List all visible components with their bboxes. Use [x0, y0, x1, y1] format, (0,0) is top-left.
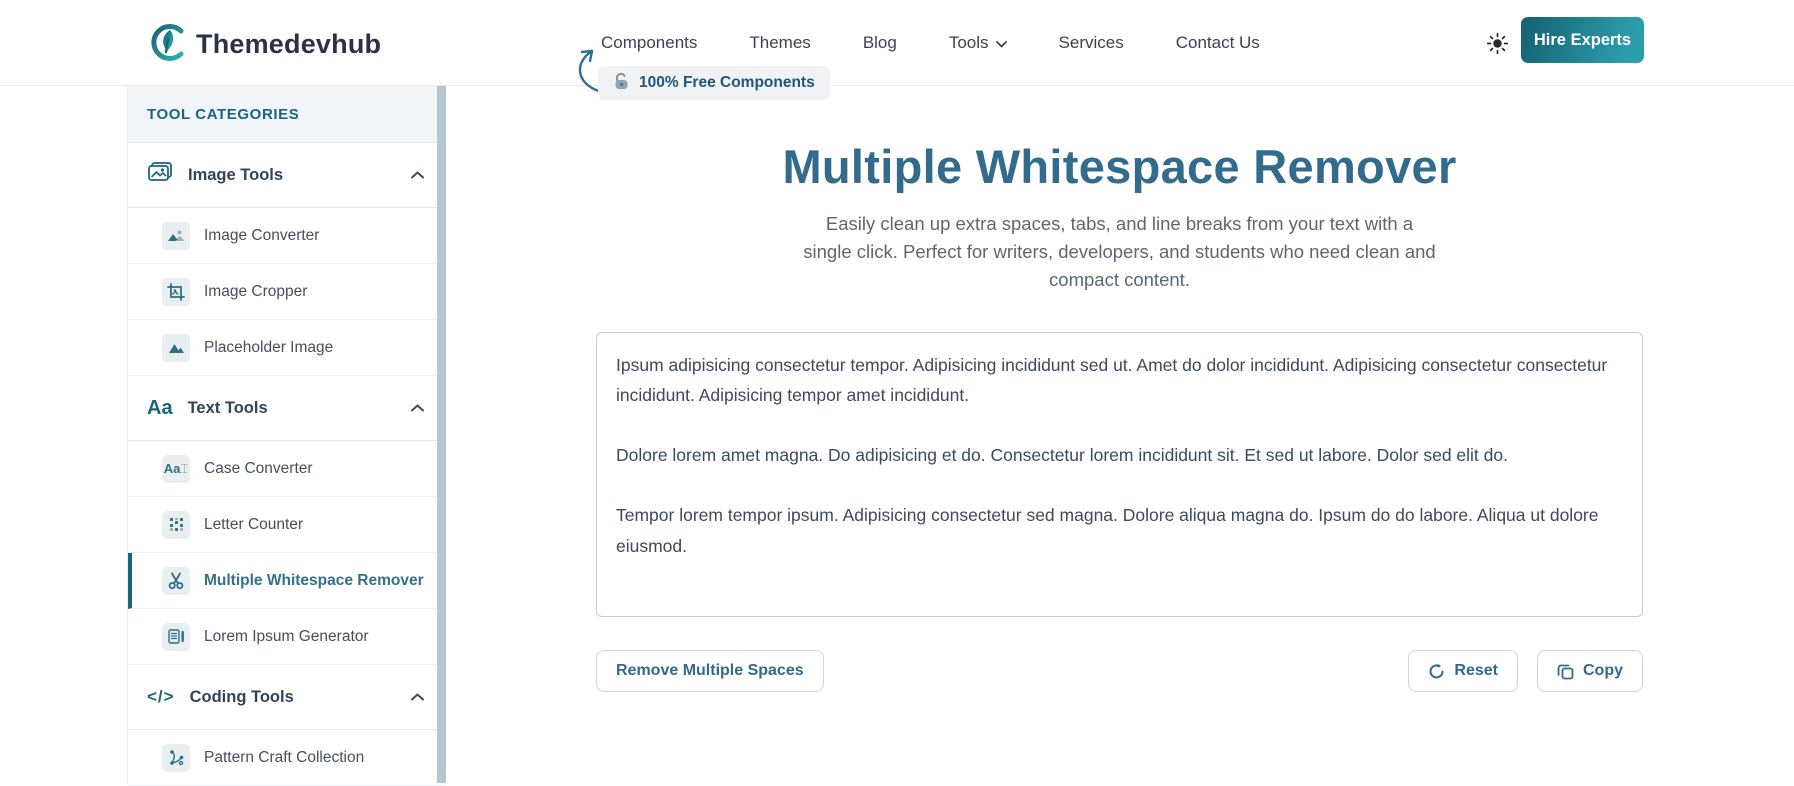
nav-item-tools[interactable]: [949, 33, 1007, 53]
sidebar-item-image-cropper[interactable]: [128, 264, 446, 320]
sidebar-item-lorem-ipsum-generator[interactable]: [128, 609, 446, 665]
copy-icon: [1557, 663, 1574, 680]
sidebar-item-label: Image Converter: [204, 226, 320, 244]
copy-button[interactable]: [1537, 650, 1643, 692]
sidebar-item-label: Lorem Ipsum Generator: [204, 627, 369, 645]
placeholder-image-icon: [162, 334, 190, 362]
theme-toggle-sun-icon[interactable]: [1483, 29, 1511, 57]
nav-item-components[interactable]: Components: [601, 33, 698, 52]
sidebar-item-placeholder-image[interactable]: [128, 320, 446, 376]
free-components-badge: [598, 66, 830, 100]
image-tools-icon: [147, 161, 173, 190]
sidebar-item-label: Case Converter: [204, 459, 313, 477]
sidebar-section-label: Coding Tools: [189, 687, 294, 706]
brand-logo-icon: [148, 21, 190, 68]
letter-counter-icon: [162, 511, 190, 539]
sidebar-item-label: Letter Counter: [204, 515, 304, 533]
reset-button[interactable]: [1408, 650, 1518, 692]
action-bar: [596, 650, 1643, 692]
sidebar-section-text-tools[interactable]: [128, 376, 446, 441]
reset-button-label: Reset: [1454, 662, 1498, 679]
brand-name: Themedevhub: [196, 29, 382, 59]
chevron-down-icon: [996, 33, 1007, 53]
image-cropper-icon: [162, 278, 190, 306]
top-navbar: [0, 0, 1794, 86]
chevron-up-icon: [411, 693, 424, 701]
chevron-up-icon: [411, 404, 424, 412]
secondary-actions: [1408, 650, 1643, 692]
free-components-badge-label: 100% Free Components: [639, 74, 815, 91]
pattern-craft-icon: [162, 744, 190, 772]
copy-button-label: Copy: [1583, 662, 1623, 679]
lorem-ipsum-icon: [162, 623, 190, 651]
sidebar-item-label: Image Cropper: [204, 282, 308, 300]
page-subtitle: Easily clean up extra spaces, tabs, and line breaks from your text with a single click. Perfect for writers, developers, and students who need clean and compact content.: [803, 213, 1436, 290]
sidebar-title: TOOL CATEGORIES: [128, 86, 446, 143]
case-converter-icon: Aa⌶: [162, 455, 190, 483]
nav-item-tools-label: Tools: [948, 33, 989, 52]
sidebar-item-image-converter[interactable]: [128, 208, 446, 264]
text-tools-icon: Aa: [147, 396, 173, 419]
image-converter-icon: [162, 222, 190, 250]
sidebar-section-coding-tools[interactable]: [128, 665, 446, 730]
tool-main-content: [596, 86, 1643, 692]
sidebar-item-label: Pattern Craft Collection: [204, 748, 365, 766]
sidebar-scrollbar[interactable]: [437, 86, 446, 783]
sidebar-item-label: Placeholder Image: [204, 338, 334, 356]
sidebar-item-letter-counter[interactable]: [128, 497, 446, 553]
unlock-icon: [613, 72, 630, 95]
hire-experts-button[interactable]: Hire Experts: [1521, 17, 1644, 63]
remove-button-label: Remove Multiple Spaces: [616, 662, 804, 679]
chevron-up-icon: [411, 171, 424, 179]
remove-multiple-spaces-button[interactable]: [596, 650, 824, 692]
sidebar-section-image-tools[interactable]: [128, 143, 446, 208]
sidebar-item-label: Multiple Whitespace Remover: [204, 571, 424, 589]
coding-tools-icon: </>: [147, 687, 175, 706]
page-title: Multiple Whitespace Remover: [782, 140, 1457, 193]
nav-item-themes[interactable]: Themes: [749, 33, 811, 52]
brand-logo[interactable]: [148, 21, 381, 68]
nav-item-services[interactable]: Services: [1058, 33, 1124, 52]
sidebar-item-pattern-craft-collection[interactable]: [128, 730, 446, 786]
sidebar-item-case-converter[interactable]: [128, 441, 446, 497]
sidebar-item-multiple-whitespace-remover[interactable]: [128, 553, 446, 609]
text-input-area[interactable]: [596, 332, 1643, 617]
sidebar-section-label: Text Tools: [187, 398, 268, 417]
nav-item-blog[interactable]: Blog: [862, 33, 897, 52]
tool-categories-sidebar: [127, 86, 446, 783]
sidebar-section-label: Image Tools: [188, 165, 284, 184]
reset-icon: [1428, 663, 1445, 680]
nav-item-contact-us[interactable]: Contact Us: [1175, 33, 1260, 52]
scissors-icon: [162, 567, 190, 595]
